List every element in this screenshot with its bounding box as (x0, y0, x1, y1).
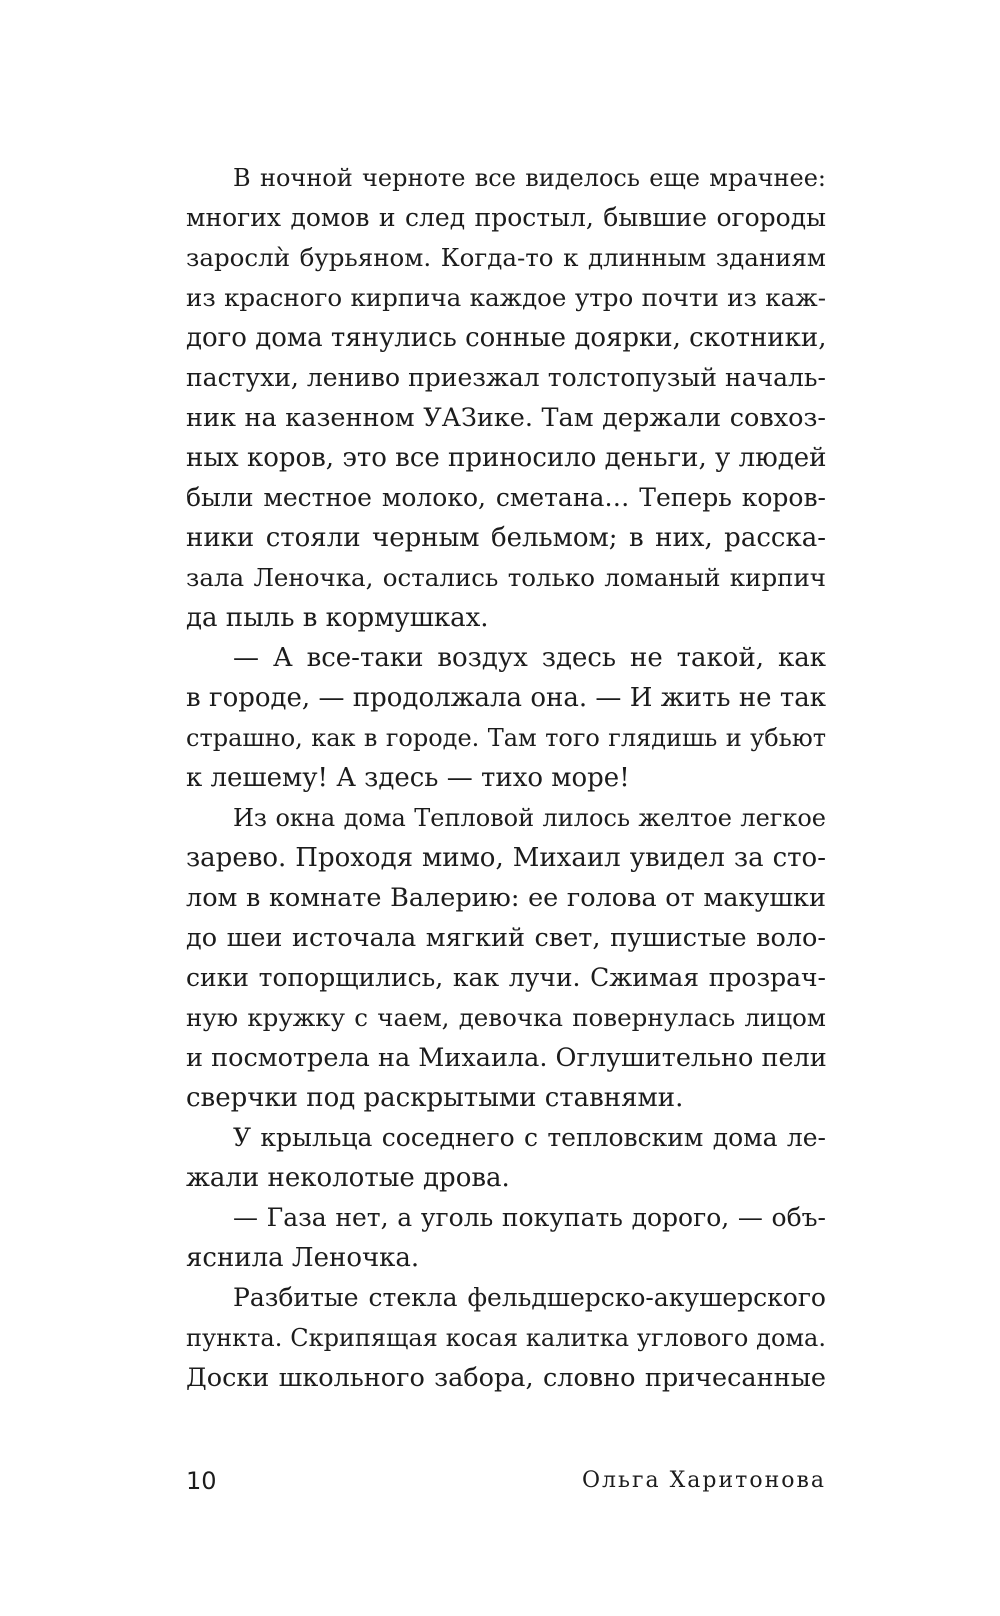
text-line: сики топорщились, как лучи. Сжимая прозрач- (186, 963, 826, 992)
text-line: — А все-таки воздух здесь не такой, как (233, 643, 826, 673)
text-line: Доски школьного забора, словно причесанные (186, 1363, 826, 1393)
text-line: лом в комнате Валерию: ее голова от макушки (186, 883, 826, 913)
text-line: к лешему! А здесь — тихо море! (186, 763, 630, 793)
text-line: зала Леночка, остались только ломаный кирпич (186, 563, 826, 592)
text-line: в городе, — продолжала она. — И жить не так (186, 683, 826, 713)
author-name: Ольга Харитонова (582, 1468, 826, 1493)
text-line: жали неколотые дрова. (186, 1163, 510, 1193)
page-footer (186, 1461, 826, 1501)
text-line: В ночной черноте все виделось еще мрачнее: (233, 164, 826, 192)
text-line: — Газа нет, а уголь покупать дорого, — объ- (233, 1203, 826, 1232)
text-line: дого дома тянулись сонные доярки, скотники, (186, 323, 827, 353)
text-line: сверчки под раскрытыми ставнями. (186, 1083, 684, 1113)
text-line: страшно, как в городе. Там того глядишь и убьют (186, 724, 826, 752)
page-number: 10 (186, 1467, 217, 1495)
body-text (186, 158, 826, 1398)
text-line: из красного кирпича каждое утро почти из каж- (186, 283, 826, 312)
text-line: ных коров, это все приносило деньги, у людей (186, 443, 827, 473)
text-line: яснила Леночка. (186, 1243, 420, 1273)
text-line: пункта. Скрипящая косая калитка углового дома. (186, 1324, 826, 1352)
text-line: зарево. Проходя мимо, Михаил увидел за сто- (186, 843, 826, 873)
text-line: У крыльца соседнего с тепловским дома ле- (233, 1123, 826, 1152)
text-line: пастухи, лениво приезжал толстопузый началь- (186, 363, 826, 392)
text-line: ную кружку с чаем, девочка повернулась лицом (186, 1003, 826, 1032)
text-line: и посмотрела на Михаила. Оглушительно пели (186, 1043, 827, 1073)
text-line: ник на казенном УАЗике. Там держали совхоз- (186, 403, 826, 433)
text-line: зарослѝ бурьяном. Когда-то к длинным зданиям (186, 243, 826, 272)
text-line: ники стояли черным бельмом; в них, расска- (186, 523, 826, 553)
text-line: Из окна дома Тепловой лилось желтое легкое (233, 804, 826, 832)
text-line: да пыль в кормушках. (186, 603, 489, 633)
text-line: были местное молоко, сметана… Теперь коров- (186, 483, 826, 512)
text-line: Разбитые стекла фельдшерско-акушерского (233, 1283, 826, 1312)
text-line: многих домов и след простыл, бывшие огороды (186, 203, 826, 232)
text-line: до шеи источала мягкий свет, пушистые воло- (186, 923, 826, 953)
